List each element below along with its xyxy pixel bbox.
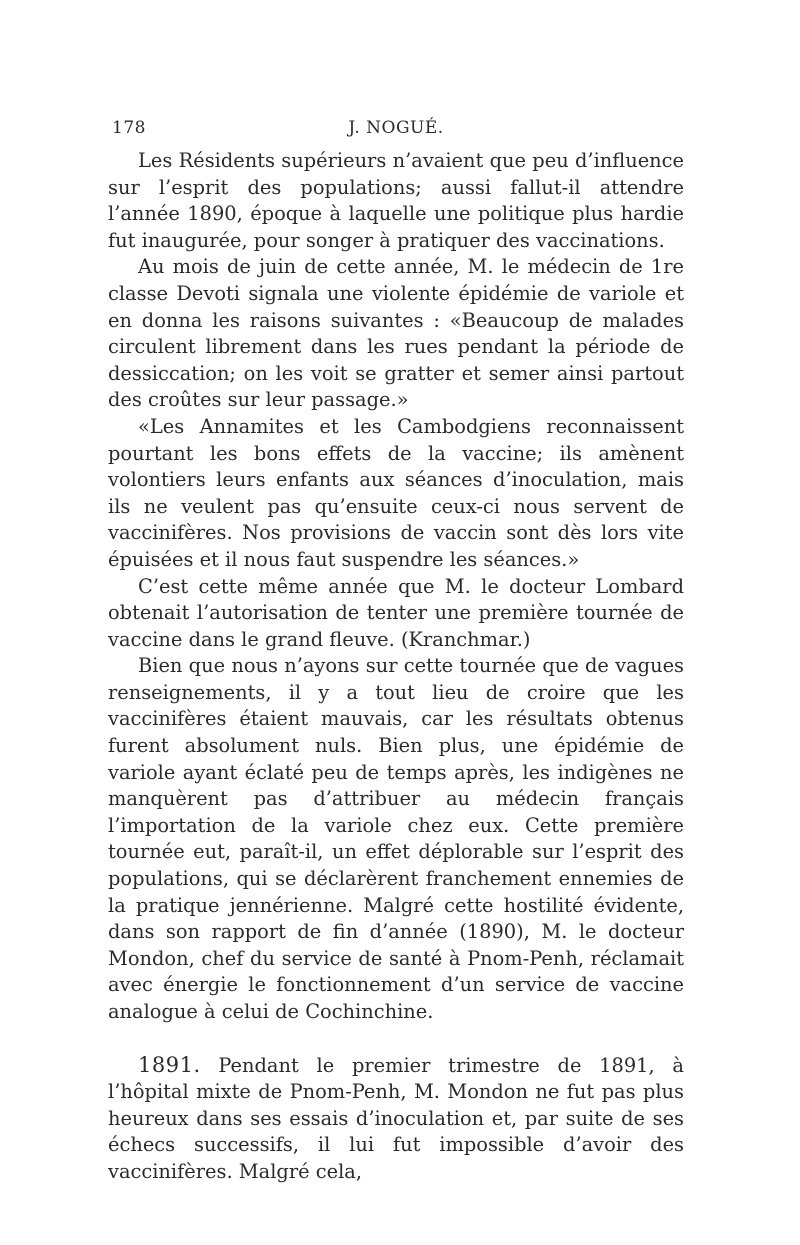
paragraph-1891-text: Pendant le premier trimestre de 1891, à l’hôpital mixte de Pnom-Penh, M. Mondon ne fut pas plus heureux dans ses essais d’inoculation et, par suite de ses échecs successifs, il lui fut impossible d’avoir des vaccinifères. Malgré cela, bbox=[108, 1053, 684, 1183]
paragraph-mondon-1890: Bien que nous n’ayons sur cette tournée que de vagues renseignements, il y a tout lieu de croire que les vaccinifères étaient mauvais, car les résultats obtenus furent absolument nuls. Bien plus, une épidémie de variole ayant éclaté peu de temps après, les indigènes ne manquèrent pas d’attribuer au médecin français l’importation de la variole chez eux. Cette première tournée eut, paraît-il, un effet déplorable sur l’esprit des populations, qui se déclarèrent franchement ennemies de la pratique jennérienne. Malgré cette hostilité évidente, dans son rapport de fin d’année (1890), M. le docteur Mondon, chef du service de santé à Pnom-Penh, réclamait avec énergie le fonctionnement d’un service de vaccine analogue à celui de Cochinchine. bbox=[108, 654, 684, 1023]
paragraph-lombard: C’est cette même année que M. le docteur Lombard obtenait l’autorisation de tenter une première tournée de vaccine dans le grand fleuve. (Kranchmar.) bbox=[108, 574, 684, 651]
running-head bbox=[108, 118, 684, 146]
running-title: J. NOGUÉ. bbox=[348, 118, 444, 138]
page-number: 178 bbox=[112, 118, 146, 138]
paragraph-residents: Les Résidents supérieurs n’avaient que peu d’influence sur l’esprit des populations; aussi fallut-il attendre l’année 1890, époque à laquelle une politique plus hardie fut inaugurée, pour songer à pratiquer des vaccinations. bbox=[108, 149, 684, 252]
year-heading-1891: 1891. bbox=[138, 1052, 201, 1077]
paragraph-devoti-report: Au mois de juin de cette année, M. le médecin de 1re classe Devoti signala une violente épidémie de variole et en donna les raisons suivantes : «Beaucoup de malades circulent librement dans les rues pendant la période de dessiccation; on les voit se gratter et semer ainsi partout des croûtes sur leur passage.» bbox=[108, 255, 684, 412]
paragraph-quotation: «Les Annamites et les Cambodgiens reconnaissent pourtant les bons effets de la vaccine; ils amènent volontiers leurs enfants aux séances d’inoculation, mais ils ne veulent pas qu’ensuite ceux-ci nous servent de vaccinifères. Nos provisions de vaccin sont dès lors vite épuisées et il nous faut suspendre les séances.» bbox=[108, 414, 684, 571]
book-page bbox=[108, 118, 684, 1186]
paragraph-1891 bbox=[108, 1052, 684, 1186]
body-text bbox=[108, 148, 684, 1186]
